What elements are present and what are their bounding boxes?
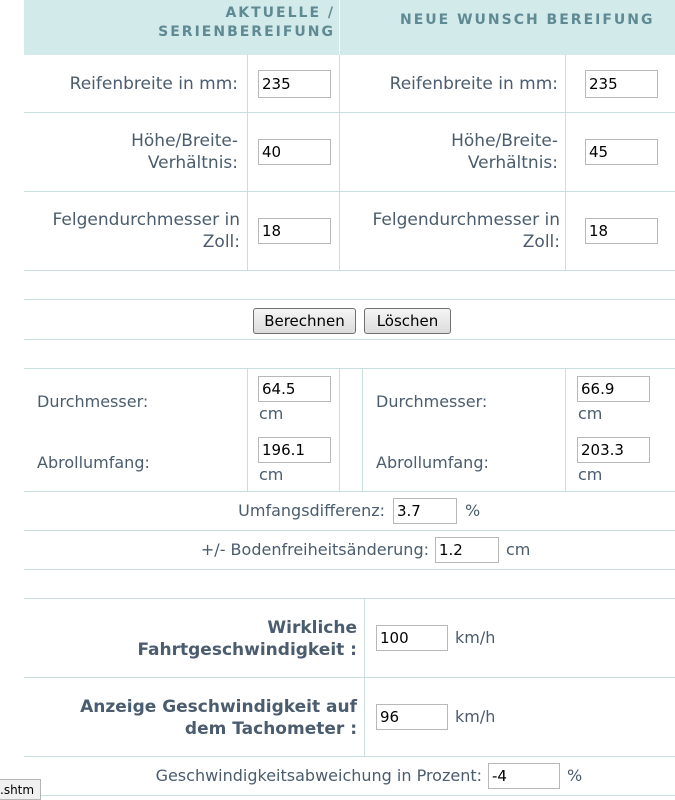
- grid-line: [565, 55, 566, 270]
- ground-clearance-label: +/- Bodenfreiheitsänderung:: [200, 540, 429, 559]
- status-bar-url: .shtm: [0, 779, 41, 800]
- new-circumference-unit: cm: [578, 465, 603, 484]
- current-ratio-input[interactable]: [258, 139, 331, 165]
- new-diameter-output: [577, 376, 650, 402]
- current-diameter-label: Durchmesser:: [37, 392, 149, 411]
- real-speed-unit: km/h: [455, 628, 496, 647]
- new-ratio-label: Höhe/Breite-Verhältnis:: [451, 131, 558, 173]
- current-circumference-label: Abrollumfang:: [37, 453, 150, 472]
- new-circumference-label: Abrollumfang:: [376, 453, 489, 472]
- circumference-diff-label: Umfangsdifferenz:: [238, 501, 385, 520]
- grid-line: [247, 368, 248, 491]
- grid-line: [24, 191, 675, 192]
- new-width-input[interactable]: [585, 70, 658, 98]
- current-rim-label: Felgendurchmesser in Zoll:: [52, 210, 240, 252]
- grid-line: [24, 368, 675, 369]
- real-speed-label: Wirkliche Fahrtgeschwindigkeit :: [137, 618, 357, 660]
- grid-line: [24, 795, 675, 796]
- grid-line: [24, 530, 675, 531]
- new-diameter-unit: cm: [578, 404, 603, 423]
- ground-clearance-output: [435, 537, 499, 563]
- grid-line: [24, 270, 675, 271]
- current-rim-input[interactable]: [258, 218, 331, 244]
- tacho-speed-unit: km/h: [455, 707, 496, 726]
- speed-deviation-unit: %: [567, 766, 583, 785]
- circumference-diff-output: [393, 498, 457, 524]
- grid-line: [24, 299, 675, 300]
- new-rim-input[interactable]: [585, 218, 658, 244]
- header-current-title: AKTUELLE / SERIENBEREIFUNG: [158, 5, 335, 40]
- clear-button[interactable]: Löschen: [364, 308, 451, 334]
- current-circumference-unit: cm: [259, 465, 284, 484]
- header-divider: [339, 0, 340, 55]
- new-rim-label: Felgendurchmesser in Zoll:: [372, 210, 560, 252]
- grid-line: [24, 491, 675, 492]
- grid-line: [24, 112, 675, 113]
- current-diameter-output: [258, 376, 331, 402]
- calculate-button[interactable]: Berechnen: [253, 308, 356, 334]
- grid-line: [339, 368, 340, 491]
- current-diameter-unit: cm: [259, 404, 284, 423]
- grid-line: [362, 368, 363, 491]
- grid-line: [24, 569, 675, 570]
- grid-line: [24, 339, 675, 340]
- tacho-speed-label: Anzeige Geschwindigkeit auf dem Tachometer :: [80, 697, 357, 739]
- new-circumference-output: [577, 437, 650, 463]
- current-width-input[interactable]: [258, 70, 331, 98]
- circumference-diff-unit: %: [465, 501, 481, 520]
- header-new-title: NEUE WUNSCH BEREIFUNG: [400, 12, 655, 28]
- grid-line: [24, 677, 675, 678]
- current-width-label: Reifenbreite in mm:: [69, 74, 238, 94]
- current-circumference-output: [258, 437, 331, 463]
- new-diameter-label: Durchmesser:: [376, 392, 488, 411]
- current-ratio-label: Höhe/Breite-Verhältnis:: [131, 131, 238, 173]
- ground-clearance-unit: cm: [506, 540, 531, 559]
- tacho-speed-output: [376, 704, 448, 730]
- grid-line: [565, 368, 566, 491]
- grid-line: [24, 756, 675, 757]
- grid-line: [364, 598, 365, 756]
- speed-deviation-output: [488, 763, 560, 789]
- speed-deviation-label: Geschwindigkeitsabweichung in Prozent:: [155, 766, 482, 785]
- grid-line: [24, 598, 675, 599]
- new-width-label: Reifenbreite in mm:: [389, 74, 558, 94]
- grid-line: [247, 55, 248, 270]
- new-ratio-input[interactable]: [585, 139, 658, 165]
- grid-line: [339, 55, 340, 270]
- real-speed-input[interactable]: [376, 625, 448, 651]
